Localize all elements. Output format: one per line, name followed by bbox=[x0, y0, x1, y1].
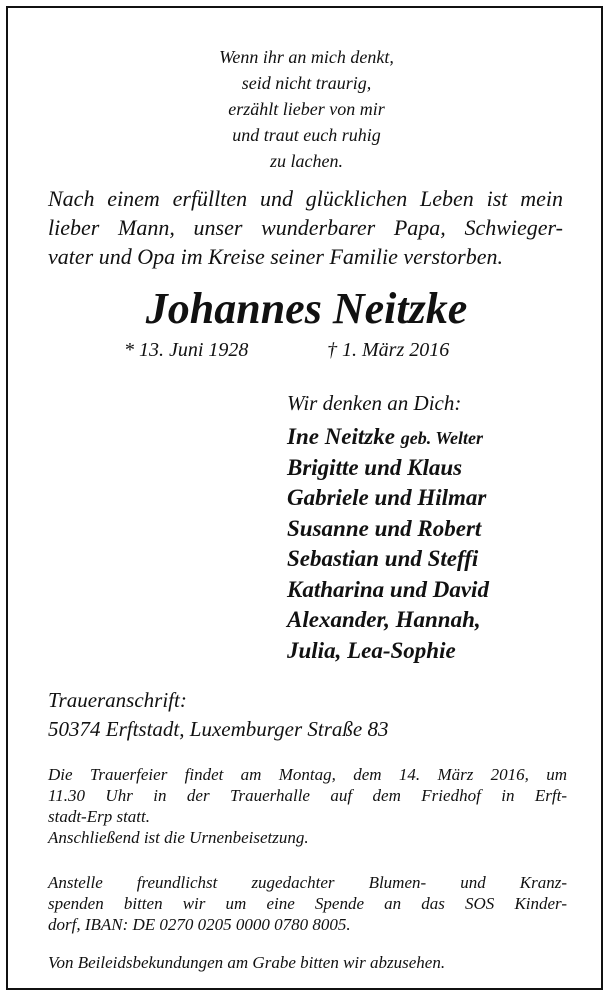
address-value: 50374 Erftstadt, Luxemburger Straße 83 bbox=[48, 717, 389, 741]
mourner-line: Brigitte und Klaus bbox=[287, 454, 463, 480]
deceased-name: Johannes Neitzke bbox=[145, 284, 468, 333]
poem-line: Wenn ihr an mich denkt, bbox=[219, 47, 394, 67]
mourner-maiden-name: geb. Welter bbox=[400, 428, 484, 448]
poem-line: seid nicht traurig, bbox=[241, 73, 372, 93]
address-label: Traueranschrift: bbox=[48, 688, 187, 712]
notice-line: 11.30 Uhr in der Trauerhalle auf dem Friedhof in Erft- bbox=[48, 786, 567, 805]
mourner-line bbox=[287, 422, 489, 453]
intro-line: Nach einem erfüllten und glücklichen Leben ist mein bbox=[48, 186, 563, 211]
notice-line: Von Beileidsbekundungen am Grabe bitten wir abzusehen. bbox=[48, 953, 446, 972]
mourner-line: Alexander, Hannah, bbox=[287, 607, 481, 632]
mourner-line: Sebastian und Steffi bbox=[287, 546, 479, 571]
intro-line: lieber Mann, unser wunderbarer Papa, Schwieger- bbox=[48, 215, 563, 240]
notice-line: Anstelle freundlichst zugedachter Blumen- und Kranz- bbox=[48, 873, 567, 892]
notice-line: Die Trauerfeier findet am Montag, dem 14. März 2016, um bbox=[48, 765, 567, 784]
mourner-line: Susanne und Robert bbox=[287, 515, 482, 541]
poem-line: und traut euch ruhig bbox=[232, 125, 381, 145]
notice-line: Anschließend ist die Urnenbeisetzung. bbox=[48, 828, 309, 847]
notice-line: spenden bitten wir um eine Spende an das SOS Kinder- bbox=[48, 894, 567, 913]
mourners-list bbox=[287, 422, 489, 666]
death-date: † 1. März 2016 bbox=[327, 339, 450, 361]
mourner-line: Katharina und David bbox=[287, 576, 489, 602]
mourner-line: Gabriele und Hilmar bbox=[287, 485, 487, 510]
intro-line: vater und Opa im Kreise seiner Familie verstorben. bbox=[48, 244, 503, 269]
intro-text bbox=[48, 184, 563, 271]
birth-date: * 13. Juni 1928 bbox=[124, 339, 249, 361]
mourners-heading: Wir denken an Dich: bbox=[287, 391, 462, 415]
mourner-name: Ine Neitzke bbox=[287, 424, 395, 449]
notice-line: dorf, IBAN: DE 0270 0205 0000 0780 8005. bbox=[48, 915, 351, 934]
mourner-line: Julia, Lea-Sophie bbox=[287, 637, 456, 663]
donation-notice bbox=[48, 872, 567, 935]
poem-line: erzählt lieber von mir bbox=[228, 99, 385, 119]
condolence-notice bbox=[48, 952, 567, 973]
poem-line: zu lachen. bbox=[270, 151, 343, 171]
funeral-notice bbox=[48, 764, 567, 848]
poem bbox=[0, 44, 613, 174]
notice-line: stadt-Erp statt. bbox=[48, 807, 151, 826]
mourning-address bbox=[48, 686, 388, 744]
